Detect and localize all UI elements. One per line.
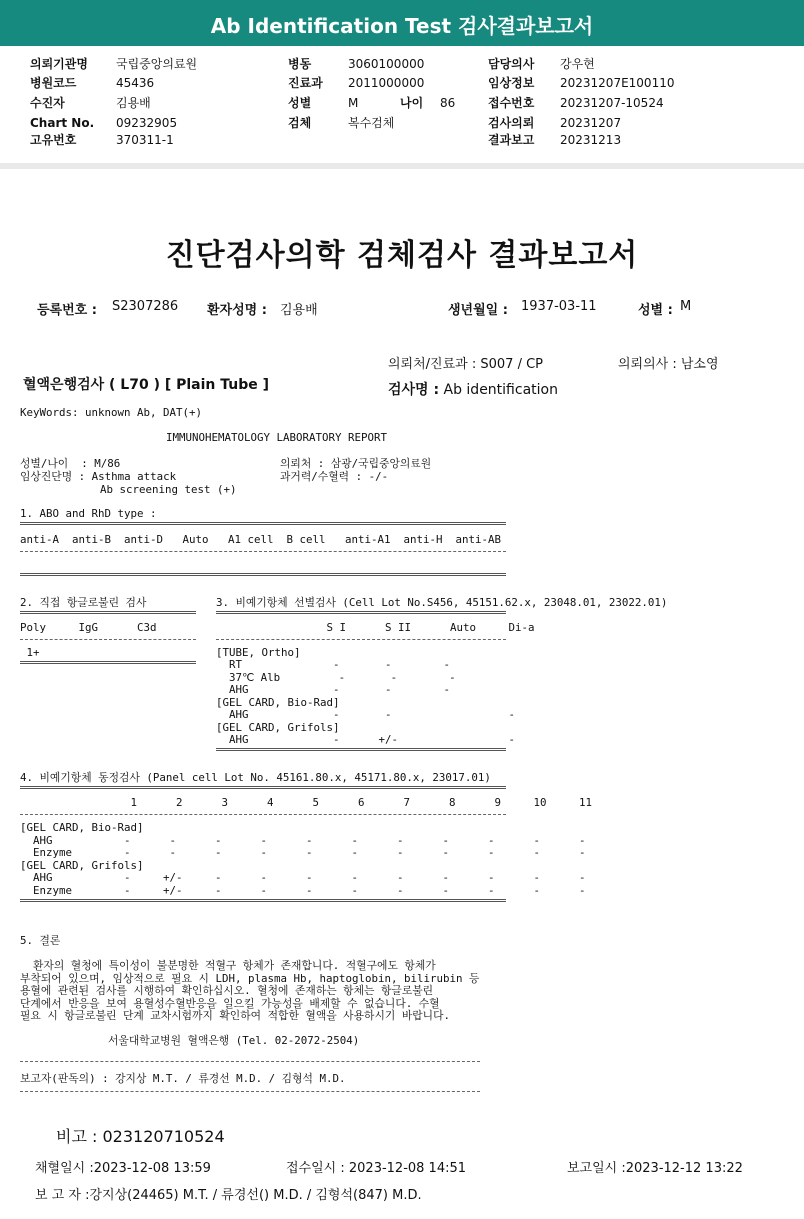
hdr-label-patient: 수진자 bbox=[30, 96, 65, 110]
panel-rule-top bbox=[20, 786, 506, 789]
screen-rule-bottom bbox=[216, 748, 506, 751]
footer-reporter: 보 고 자 :강지상(24465) M.T. / 류경선() M.D. / 김형석(847) M.D. bbox=[35, 1188, 422, 1203]
abo-title: 1. ABO and RhD type : bbox=[20, 507, 157, 520]
sex-label: 성별 : bbox=[638, 303, 673, 318]
screen-rule-top bbox=[216, 611, 506, 614]
test-name: 검사명 : Ab identification bbox=[388, 382, 558, 398]
panel-row: AHG - - - - - - - - - - - bbox=[20, 834, 586, 847]
patient-value: 김용배 bbox=[280, 303, 318, 318]
reg-label: 등록번호 : bbox=[37, 303, 97, 318]
hdr-value-result: 20231213 bbox=[560, 133, 622, 147]
screen-row: AHG - +/- - bbox=[216, 733, 516, 746]
hospital-line: 서울대학교병원 혈액은행 (Tel. 02-2072-2504) bbox=[108, 1034, 360, 1047]
panel-row: [GEL CARD, Grifols] bbox=[20, 859, 144, 872]
screen-row: AHG - - - bbox=[216, 708, 516, 721]
abo-rule-bottom bbox=[20, 573, 506, 576]
reporter-rule-top bbox=[20, 1061, 480, 1062]
hdr-label-clinical: 임상정보 bbox=[488, 76, 535, 90]
hdr-value-specimen: 복수검체 bbox=[348, 116, 395, 130]
section-title: 혈액은행검사 ( L70 ) [ Plain Tube ] bbox=[23, 377, 270, 393]
conclusion-line: 부착되어 있으며, 임상적으로 필요 시 LDH, plasma Hb, haptoglobin, bilirubin 등 bbox=[20, 972, 480, 985]
panel-row: AHG - +/- - - - - - - - - - bbox=[20, 871, 586, 884]
screen-row: 37℃ Alb - - - bbox=[216, 671, 456, 684]
hdr-label-request: 검사의뢰 bbox=[488, 116, 535, 130]
hdr-label-ward: 병동 bbox=[288, 57, 312, 71]
diagnosis-line: 임상진단명 : Asthma attack bbox=[20, 470, 177, 483]
screen-row: RT - - - bbox=[216, 658, 451, 671]
dat-value: 1+ bbox=[20, 646, 40, 659]
hdr-value-chart: 09232905 bbox=[116, 116, 178, 130]
dat-title: 2. 직접 항글로불린 검사 bbox=[20, 596, 147, 609]
hdr-label-doctor: 담당의사 bbox=[488, 57, 535, 71]
header-divider bbox=[0, 163, 804, 169]
screen-title: 3. 비예기항체 선별검사 (Cell Lot No.S456, 45151.62.x, 23048.01, 23022.01) bbox=[216, 596, 668, 609]
referrer-line: 의뢰처 : 삼광/국립중앙의료원 bbox=[280, 457, 432, 470]
dat-rule-bottom bbox=[20, 661, 196, 664]
history-line: 과거력/수혈력 : -/- bbox=[280, 470, 389, 483]
hdr-label-age: 나이 bbox=[400, 96, 424, 110]
conclusion-line: 용혈에 관련된 검사를 시행하여 확인하십시오. 혈청에 존재하는 항체는 항글로불린 bbox=[20, 984, 434, 997]
reg-value: S2307286 bbox=[112, 299, 179, 314]
collect-time: 채혈일시 :2023-12-08 13:59 bbox=[35, 1161, 211, 1176]
requesting-doctor: 의뢰의사 : 남소영 bbox=[618, 357, 719, 372]
hdr-value-org: 국립중앙의료원 bbox=[116, 57, 198, 71]
panel-title: 4. 비예기항체 동정검사 (Panel cell Lot No. 45161.80.x, 45171.80.x, 23017.01) bbox=[20, 771, 491, 784]
hdr-label-uid: 고유번호 bbox=[30, 133, 77, 147]
panel-row: Enzyme - - - - - - - - - - - bbox=[20, 846, 586, 859]
panel-rule-bottom bbox=[20, 899, 506, 902]
patient-label: 환자성명 : bbox=[207, 303, 267, 318]
conclusion-title: 5. 결론 bbox=[20, 934, 61, 947]
receive-time: 접수일시 : 2023-12-08 14:51 bbox=[286, 1161, 467, 1176]
hdr-label-receipt: 접수번호 bbox=[488, 96, 535, 110]
hdr-value-ward: 3060100000 bbox=[348, 57, 425, 71]
hdr-value-hospcode: 45436 bbox=[116, 76, 155, 90]
panel-row: [GEL CARD, Bio-Rad] bbox=[20, 821, 144, 834]
screen-headers: S I S II Auto Di-a bbox=[216, 621, 535, 634]
hdr-label-org: 의뢰기관명 bbox=[30, 57, 88, 71]
dat-headers: Poly IgG C3d bbox=[20, 621, 157, 634]
screen-row: [TUBE, Ortho] bbox=[216, 646, 301, 659]
dat-rule-mid bbox=[20, 639, 196, 640]
title-bar bbox=[0, 0, 804, 46]
hdr-value-sex: M bbox=[348, 96, 359, 110]
hdr-label-chart: Chart No. bbox=[30, 116, 95, 130]
abo-headers: anti-A anti-B anti-D Auto A1 cell B cell anti-A1 anti-H anti-AB bbox=[20, 533, 502, 546]
screen-rule-mid bbox=[216, 639, 506, 640]
hdr-value-patient: 김용배 bbox=[116, 96, 151, 110]
dat-rule-top bbox=[20, 611, 196, 614]
header-title: Ab Identification Test 검사결과보고서 bbox=[210, 14, 594, 38]
panel-rule-mid bbox=[20, 814, 506, 815]
dob-value: 1937-03-11 bbox=[521, 299, 597, 314]
reporter-rule-bottom bbox=[20, 1091, 480, 1092]
reporter-line: 보고자(판독의) : 강지상 M.T. / 류경선 M.D. / 김형석 M.D. bbox=[20, 1072, 346, 1085]
report-title: 진단검사의학 검체검사 결과보고서 bbox=[165, 238, 639, 273]
hdr-label-specimen: 검체 bbox=[288, 116, 312, 130]
screen-row: [GEL CARD, Bio-Rad] bbox=[216, 696, 340, 709]
sex-value: M bbox=[680, 299, 692, 314]
hdr-value-request: 20231207 bbox=[560, 116, 622, 130]
hdr-value-receipt: 20231207-10524 bbox=[560, 96, 664, 110]
lab-title: IMMUNOHEMATOLOGY LABORATORY REPORT bbox=[166, 431, 388, 444]
conclusion-line: 필요 시 항글로불린 단계 교차시험까지 확인하여 적합한 혈액을 사용하시기 바랍니다. bbox=[20, 1009, 451, 1022]
hdr-value-age: 86 bbox=[440, 96, 456, 110]
diagnosis-line-2: Ab screening test (+) bbox=[100, 483, 237, 496]
screen-row: AHG - - - bbox=[216, 683, 451, 696]
conclusion-line: 환자의 혈청에 특이성이 불분명한 적혈구 항체가 존재합니다. 적혈구에도 항체가 bbox=[20, 959, 436, 972]
conclusion-line: 단계에서 반응을 보여 용혈성수혈반응을 일으킬 가능성을 배제할 수 없습니다. 수혈 bbox=[20, 997, 440, 1010]
sex-age-line: 성별/나이 : M/86 bbox=[20, 457, 121, 470]
report-time: 보고일시 :2023-12-12 13:22 bbox=[567, 1161, 743, 1176]
hdr-value-doctor: 강우현 bbox=[560, 57, 595, 71]
hdr-value-dept: 2011000000 bbox=[348, 76, 425, 90]
abo-rule-top bbox=[20, 522, 506, 525]
hdr-label-hospcode: 병원코드 bbox=[30, 76, 77, 90]
dept-info: 의뢰처/진료과 : S007 / CP bbox=[388, 357, 543, 372]
note: 비고 : 023120710524 bbox=[56, 1127, 225, 1146]
dob-label: 생년월일 : bbox=[448, 303, 508, 318]
hdr-value-uid: 370311-1 bbox=[116, 133, 174, 147]
hdr-label-result: 결과보고 bbox=[488, 133, 535, 147]
panel-headers: 1 2 3 4 5 6 7 8 9 10 11 bbox=[20, 796, 593, 809]
hdr-value-clinical: 20231207E100110 bbox=[560, 76, 675, 90]
panel-row: Enzyme - +/- - - - - - - - - - bbox=[20, 884, 586, 897]
hdr-label-sex: 성별 bbox=[288, 96, 312, 110]
screen-row: [GEL CARD, Grifols] bbox=[216, 721, 340, 734]
keywords: KeyWords: unknown Ab, DAT(+) bbox=[20, 406, 203, 419]
abo-rule-mid bbox=[20, 551, 506, 552]
hdr-label-dept: 진료과 bbox=[288, 76, 323, 90]
